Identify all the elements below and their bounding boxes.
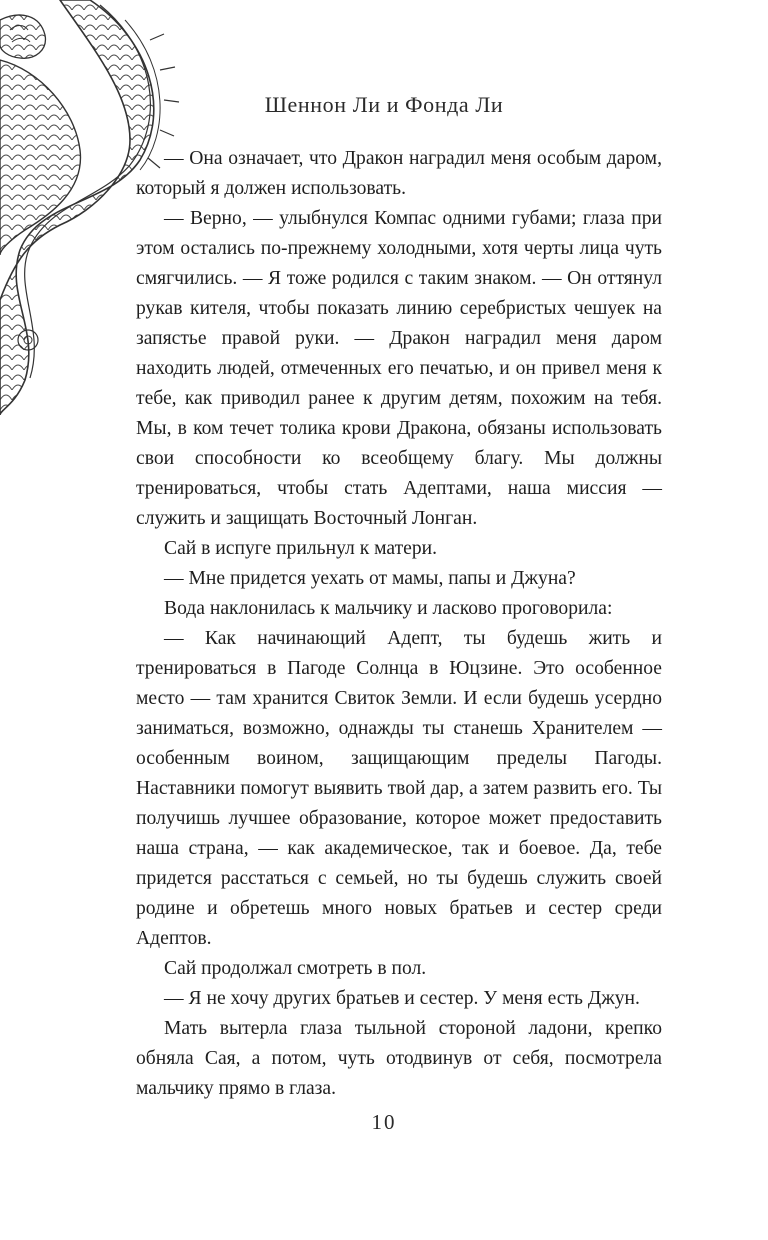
- paragraph: — Как начинающий Адепт, ты будешь жить и тренироваться в Пагоде Солнца в Юцзине. Это особенное место — там хранится Свиток Земли. И если будешь усердно заниматься, возможно, однажды ты станешь Хранителем — особенным воином, защищающим пределы Пагоды. Наставники помогут выявить твой дар, а затем развить его. Ты получишь лучшее образование, которое может предоставить наша страна, — как академическое, так и боевое. Да, тебе придется расстаться с семьей, но ты будешь служить своей родине и обретешь много новых братьев и сестер среди Адептов.: [136, 628, 662, 949]
- paragraph: — Мне придется уехать от мамы, папы и Джуна?: [164, 568, 576, 589]
- paragraph: Мать вытерла глаза тыльной стороной ладони, крепко обняла Сая, а потом, чуть отодвинув от себя, посмотрела мальчику прямо в глаза.: [136, 1018, 662, 1099]
- paragraph: Сай в испуге прильнул к матери.: [164, 538, 438, 559]
- body-text: [136, 144, 662, 1104]
- page-number: 10: [371, 1110, 397, 1134]
- paragraph: — Верно, — улыбнулся Компас одними губами; глаза при этом остались по-прежнему холодными, хотя черты лица чуть смягчились. — Я тоже родился с таким знаком. — Он оттянул рукав кителя, чтобы показать линию серебристых чешуек на запястье правой руки. — Дракон наградил меня даром находить людей, отмеченных его печатью, и он привел меня к тебе, как приводил ранее к другим детям, похожим на тебя. Мы, в ком течет толика крови Дракона, обязаны использовать свои способности ко всеобщему благу. Мы должны тренироваться, чтобы стать Адептами, наша миссия — служить и защищать Восточный Лонган.: [136, 208, 662, 529]
- paragraph: Вода наклонилась к мальчику и ласково проговорила:: [164, 598, 613, 619]
- paragraph: — Она означает, что Дракон наградил меня особым даром, который я должен использовать.: [136, 148, 662, 199]
- paragraph: Сай продолжал смотреть в пол.: [164, 958, 427, 979]
- paragraph: — Я не хочу других братьев и сестер. У меня есть Джун.: [164, 988, 640, 1009]
- running-header: Шеннон Ли и Фонда Ли: [264, 92, 504, 117]
